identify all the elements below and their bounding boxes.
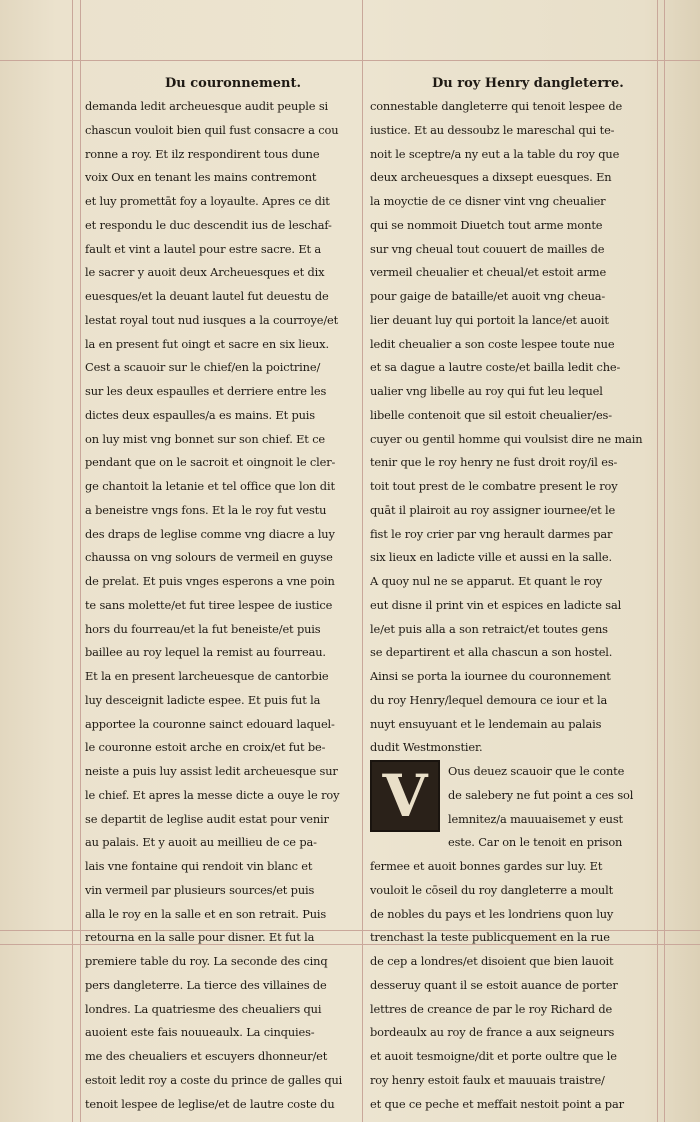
text-line: de prelat. Et puis vnges esperons a vne poin [85, 574, 335, 588]
text-line: la en present fut oingt et sacre en six lieux. [85, 336, 329, 351]
text-line: le couronne estoit arche en croix/et fut be- [85, 740, 326, 755]
text-line: de nobles du pays et les londriens quon luy [370, 906, 614, 921]
text-line: tenir que le roy henry ne fust droit roy/il es- [370, 455, 618, 470]
text-line: te sans molette/et fut tiree lespee de iustice [85, 597, 333, 612]
text-line: lettres de creance de par le roy Richard de [370, 1001, 613, 1016]
text-line: a beneistre vngs fons. Et la le roy fut vestu [85, 502, 327, 517]
text-line: me des cheualiers et escuyers dhonneur/et [85, 1049, 328, 1063]
text-line: sur vng cheual tout couuert de mailles de [370, 241, 605, 256]
text-line: qui se nommoit Diuetch tout arme monte [370, 217, 603, 232]
decorated-initial-letter [370, 760, 440, 832]
text-line: se departit de leglise audit estat pour venir [85, 811, 329, 826]
text-line: londres. La quatriesme des cheualiers qui [85, 1001, 322, 1016]
text-line: on luy mist vng bonnet sur son chief. Et ce [85, 431, 326, 446]
text-column-left [85, 95, 373, 1116]
running-head-left: Du couronnement. [165, 76, 301, 91]
text-line: iustice. Et au dessoubz le mareschal qui te- [370, 122, 615, 137]
text-line: lier deuant luy qui portoit la lance/et auoit [370, 312, 609, 327]
text-line: toit tout prest de le combatre present le roy [370, 479, 618, 493]
text-line: neiste a puis luy assist ledit archeuesque sur [85, 764, 338, 778]
text-line: sur les deux espaulles et derriere entre les [85, 384, 327, 398]
text-line: vouloit le cōseil du roy dangleterre a moult [370, 882, 614, 897]
text-line: noit le sceptre/a ny eut a la table du roy que [370, 146, 620, 161]
text-line: cuyer ou gentil homme qui voulsist dire ne main [370, 431, 643, 446]
decorated-initial-block [370, 760, 658, 855]
text-line: este. Car on le tenoit en prison [448, 835, 623, 850]
text-line: Et la en present larcheuesque de cantorbie [85, 669, 329, 683]
initial-glyph: V [382, 762, 428, 830]
text-line: auoient este fais nouueaulx. La cinquies- [85, 1025, 315, 1040]
text-line: luy desceignit ladicte espee. Et puis fut la [85, 692, 321, 707]
text-line: premiere table du roy. La seconde des cinq [85, 954, 328, 968]
text-line: trenchast la teste publicquement en la rue [370, 930, 610, 945]
margin-rule-top [0, 60, 700, 61]
text-line: demanda ledit archeuesque audit peuple si [85, 99, 329, 113]
text-line: ledit cheualier a son coste lespee toute nue [370, 336, 615, 351]
text-line: estoit ledit roy a coste du prince de galles qui [85, 1072, 343, 1087]
running-head-right: Du roy Henry dangleterre. [432, 76, 624, 91]
text-line: deux archeuesques a dixsept euesques. En [370, 170, 612, 185]
text-line: fermee et auoit bonnes gardes sur luy. Et [370, 859, 603, 873]
text-line: dudit Westmonstier. [370, 740, 483, 755]
text-line: le chief. Et apres la messe dicte a ouye le roy [85, 787, 340, 802]
text-line: fault et vint a lautel pour estre sacre. Et a [85, 241, 322, 256]
text-line: bordeaulx au roy de france a aux seigneurs [370, 1025, 615, 1040]
text-line: eut disne il print vin et espices en ladicte sal [370, 597, 622, 612]
text-line: pendant que on le sacroit et oingnoit le cler- [85, 455, 336, 470]
text-line: et respondu le duc descendit ius de leschaf- [85, 217, 332, 232]
text-line: ualier vng libelle au roy qui fut leu lequel [370, 384, 603, 398]
text-line: lemnitez/a mauuaisemet y eust [448, 811, 623, 826]
text-line: apportee la couronne sainct edouard laquel- [85, 716, 335, 731]
text-line: du roy Henry/lequel demoura ce iour et la [370, 692, 608, 707]
text-line: retourna en la salle pour disner. Et fut la [85, 930, 315, 945]
text-line: alla le roy en la salle et en son retrait. Puis [85, 906, 327, 921]
text-line: et luy promettāt foy a loyaulte. Apres ce dit [85, 194, 330, 208]
text-line: le sacrer y auoit deux Archeuesques et dix [85, 265, 325, 280]
text-line: connestable dangleterre qui tenoit lespee de [370, 99, 623, 113]
margin-rule-right-outer [664, 0, 665, 1122]
text-line: Ous deuez scauoir que le conte [448, 764, 625, 778]
text-line: ronne a roy. Et ilz respondirent tous dune [85, 146, 320, 161]
text-line: et que ce peche et meffait nestoit point a par [370, 1096, 624, 1111]
text-line: de salebery ne fut point a ces sol [448, 787, 634, 802]
right-column-bottom-block [370, 855, 658, 1116]
text-line: le/et puis alla a son retraict/et toutes gens [370, 621, 608, 636]
text-line: libelle contenoit que sil estoit cheualier/es- [370, 407, 612, 422]
text-line: et sa dague a lautre coste/et bailla ledit che- [370, 360, 621, 375]
text-line: vermeil cheualier et cheual/et estoit arme [370, 265, 607, 280]
text-line: quāt il plairoit au roy assigner iournee/et le [370, 502, 616, 517]
text-line: desseruy quant il se estoit auance de porter [370, 977, 618, 992]
margin-rule-left-inner [80, 0, 81, 1122]
text-line: chascun vouloit bien quil fust consacre a cou [85, 122, 339, 137]
text-line: A quoy nul ne se apparut. Et quant le roy [370, 574, 603, 588]
text-line: lais vne fontaine qui rendoit vin blanc et [85, 859, 313, 873]
text-line: roy henry estoit faulx et mauuais traistre/ [370, 1072, 605, 1087]
text-line: voix Oux en tenant les mains contremont [85, 170, 317, 185]
text-line: pers dangleterre. La tierce des villaines de [85, 977, 327, 992]
text-line: la moyctie de ce disner vint vng cheualier [370, 194, 606, 208]
text-line: des draps de leglise comme vng diacre a luy [85, 526, 335, 541]
text-line: vin vermeil par plusieurs sources/et puis [85, 882, 315, 897]
margin-rule-left-outer [72, 0, 73, 1122]
text-line: Ainsi se porta la iournee du couronnement [370, 669, 611, 683]
text-line: de cep a londres/et disoient que bien lauoit [370, 954, 614, 968]
text-line: chaussa on vng solours de vermeil en guyse [85, 550, 333, 565]
text-line: nuyt ensuyuant et le lendemain au palais [370, 716, 602, 731]
text-line: et auoit tesmoigne/dit et porte oultre que le [370, 1049, 617, 1063]
text-line: six lieux en ladicte ville et aussi en la salle. [370, 550, 612, 565]
text-line: euesques/et la deuant lautel fut deuestu de [85, 289, 329, 303]
right-column-top-block [370, 95, 658, 760]
text-line: ge chantoit la letanie et tel office que lon dit [85, 479, 335, 493]
text-line: pour gaige de bataille/et auoit vng cheua- [370, 289, 606, 303]
text-line: fist le roy crier par vng herault darmes par [370, 526, 613, 541]
text-line: lestat royal tout nud iusques a la courroye/et [85, 312, 339, 327]
text-line: tenoit lespee de leglise/et de lautre coste du [85, 1096, 335, 1111]
text-line: hors du fourreau/et la fut beneiste/et puis [85, 621, 321, 636]
text-line: au palais. Et y auoit au meillieu de ce pa- [85, 835, 317, 850]
text-line: se departirent et alla chascun a son hostel. [370, 645, 613, 660]
text-column-right [370, 95, 658, 1116]
text-line: dictes deux espaulles/a es mains. Et puis [85, 407, 315, 422]
text-line: Cest a scauoir sur le chief/en la poictrine/ [85, 360, 321, 375]
text-line: baillee au roy lequel la remist au fourreau. [85, 645, 326, 660]
